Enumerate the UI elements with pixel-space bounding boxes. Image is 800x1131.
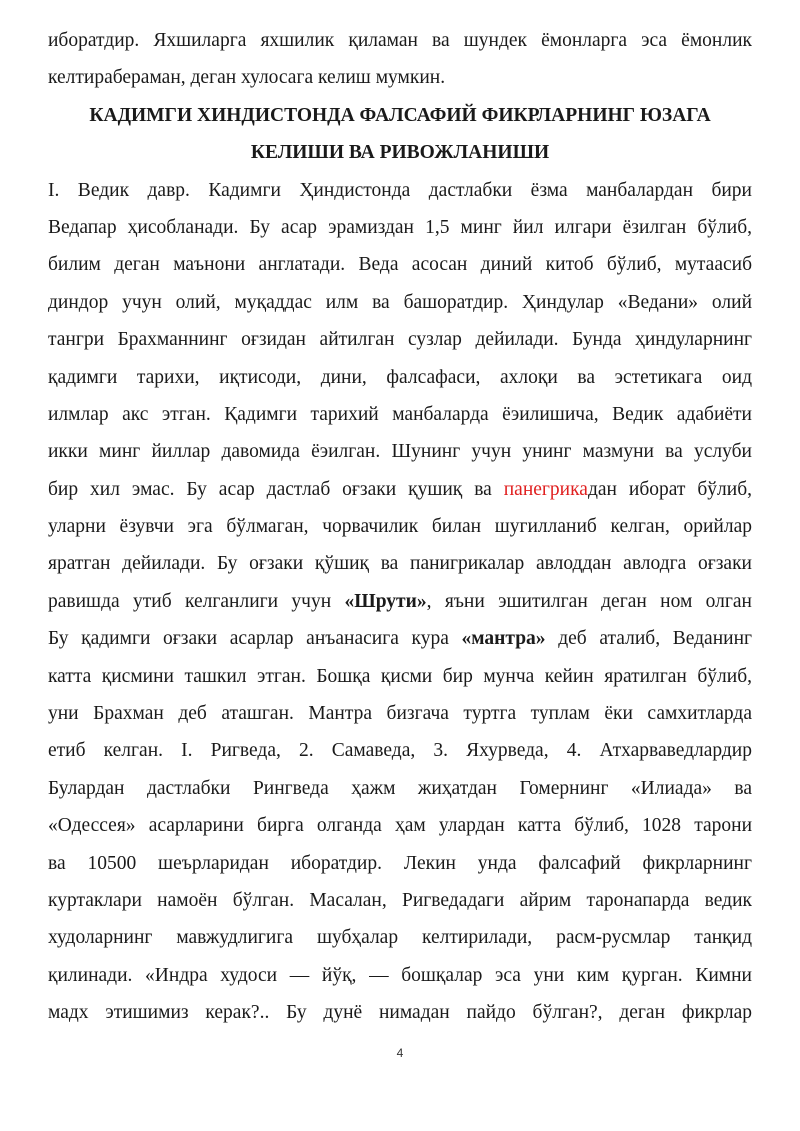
page-number: 4 (396, 1046, 404, 1060)
text-line: Ведапар ҳисобланади. Бу асар эрамиздан 1,5 минг йил илгари ёзилган бўлиб, (48, 216, 752, 238)
text-line: илмлар акс этган. Қадимги тарихий манбаларда ёэилишича, Ведик адабиёти (48, 403, 752, 425)
text-segment: Бу қадимги оғзаки асарлар анъанасига кура (48, 628, 462, 650)
text-line: худоларнинг мавжудлигига шубҳалар келтирилади, расм-русмлар танқид (48, 927, 752, 949)
text-line: билим деган маънони англатади. Веда асосан диний китоб бўлиб, мутаасиб (48, 254, 752, 276)
text-segment: , яъни эшитилган деган ном олган (426, 590, 752, 612)
bold-term: «мантра» (461, 628, 546, 650)
section-heading: КЕЛИШИ ВА РИВОЖЛАНИШИ (250, 142, 550, 164)
text-line: куртаклари намоён бўлган. Масалан, Ригведадаги айрим таронапарда ведик (48, 889, 752, 911)
bold-term: «Шрути» (344, 590, 427, 612)
text-line: қадимги тарихи, иқтисоди, дини, фалсафаси, ахлоқи ва эстетикага оид (48, 366, 752, 388)
text-line: қилинади. «Индра худоси — йўқ, — бошқалар эса уни ким қурган. Кимни (48, 964, 752, 986)
text-line (48, 620, 752, 657)
text-segment: бир хил эмас. Бу асар дастлаб оғзаки қушиқ ва (48, 478, 504, 500)
text-line: уни Брахман деб аташган. Мантра бизгача туртга туплам ёки самхитларда (48, 703, 752, 725)
text-line: катта қисмини ташкил этган. Бошқа қисми бир мунча кейин яратилган бўлиб, (48, 665, 752, 687)
text-segment: равишда утиб келганлиги учун (48, 590, 345, 612)
section-heading: КАДИМГИ ХИНДИСТОНДА ФАЛСАФИЙ ФИКРЛАРНИНГ ЮЗАГА (89, 104, 711, 126)
text-line: иборатдир. Яхшиларга яхшилик қиламан ва шундек ёмонларга эса ёмонлик (48, 30, 752, 51)
text-line: яратган дейилади. Бу оғзаки қўшиқ ва панигрикалар авлоддан авлодга оғзаки (48, 553, 752, 575)
text-segment: деб аталиб, Веданинг (545, 628, 752, 650)
text-line: Булардан дастлабки Рингведа ҳажм жиҳатдан Гомернинг «Илиада» ва (48, 777, 752, 799)
document-page (48, 22, 752, 1032)
text-line: икки минг йиллар давомида ёэилган. Шунинг учун унинг мазмуни ва услуби (48, 441, 752, 463)
text-segment: дан иборат бўлиб, (587, 478, 752, 500)
text-line: келтирабераман, деган хулосага келиш мумкин. (48, 67, 446, 89)
text-line: етиб келган. I. Ригведа, 2. Самаведа, 3. Яхурведа, 4. Атхарваведлардир (48, 740, 752, 762)
text-line: тангри Брахманнинг оғзидан айтилган сузлар дейилади. Бунда ҳиндуларнинг (48, 329, 752, 351)
text-line: мадх этишимиз керак?.. Бу дунё нимадан пайдо бўлган?, деган фикрлар (48, 1002, 752, 1024)
text-line (48, 583, 752, 620)
text-line: уларни ёзувчи эга бўлмаган, чорвачилик билан шугилланиб келган, орийлар (48, 516, 752, 538)
text-line: диндор учун олий, муқаддас илм ва башоратдир. Ҳиндулар «Ведани» олий (48, 291, 752, 313)
text-line (48, 471, 752, 508)
highlighted-word: панегрика (503, 478, 588, 500)
text-line: ва 10500 шеърларидан иборатдир. Лекин унда фалсафий фикрларнинг (48, 852, 752, 874)
text-line: I. Ведик давр. Кадимги Ҳиндистонда дастлабки ёзма манбалардан бири (48, 179, 752, 201)
text-line: «Одессея» асарларини бирга олганда ҳам улардан катта бўлиб, 1028 тарони (48, 815, 752, 837)
